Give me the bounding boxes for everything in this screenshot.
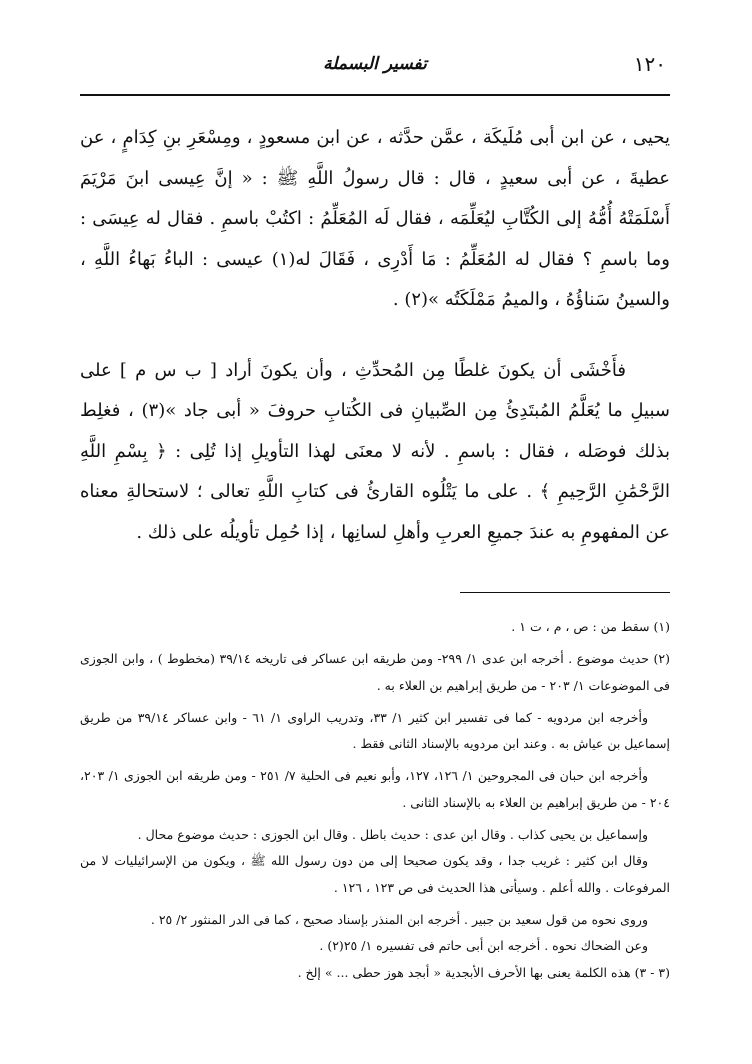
footnote-2-continuation: وروى نحوه من قول سعيد بن جبير . أخرجه ابن المنذر بإسناد صحيح ، كما فى الدر المنثور ٢/ ٢٥ .: [150, 911, 648, 927]
running-title: تفسير البسملة: [323, 54, 427, 74]
footnotes: [80, 614, 670, 986]
footnote-2-continuation: وعن الضحاك نحوه . أخرجه ابن أبى حاتم فى تفسيره ١/ ٢٥(٢) .: [319, 938, 648, 954]
footnote-1: (١) سقط من : ص ، م ، ت ١ .: [511, 619, 670, 634]
header-rule: [80, 94, 670, 96]
footnote-2-continuation: وقال ابن كثير : غريب جدا ، وقد يكون صحيحا إلى من دون رسول الله ﷺ ، ويكون من الإسرائيليات لا من المرفوعات . والله أعلم . وسيأتى هذا الحديث فى ص ١٢٣ ، ١٢٦ .: [80, 853, 670, 895]
main-text: [80, 118, 670, 553]
footnote-2: (٢) حديث موضوع . أخرجه ابن عدى ١/ ٢٩٩- ومن طريقه ابن عساكر فى تاريخه ٣٩/١٤ (مخطوط ) ، وابن الجوزى فى الموضوعات ١/ ٢٠٣ - من طريق إبراهيم بن العلاء به .: [80, 651, 670, 693]
page-header: [84, 52, 666, 86]
paragraph-1: يحيى ، عن ابن أبى مُلَيكَة ، عمَّن حدَّثه ، عن ابن مسعودٍ ، ومِسْعَرِ بنِ كِدَامٍ ، عن عطيةَ ، عن أبى سعيدٍ ، قال : قال رسولُ اللَّهِ ﷺ : « إنَّ عِيسى ابنَ مَرْيَمَ أَسْلَمَتْهُ أُمُّهُ إلى الكُتَّابِ ليُعَلِّمَه ، فقال لَه المُعَلِّمُ : اكتُبْ باسمِ . فقال له عِيسَى : وما باسمِ ؟ فقال له المُعَلِّمُ : مَا أَدْرِى ، فَقَالَ له(١) عيسى : الباءُ بَهاءُ اللَّهِ ، والسينُ سَناؤُهُ ، والميمُ مَمْلَكَتُه »(٢) .: [80, 127, 670, 310]
footnote-separator: [460, 592, 670, 593]
page-number: ١٢٠: [633, 52, 666, 76]
footnote-2-continuation: وأخرجه ابن حبان فى المجروحين ١/ ١٢٦، ١٢٧، وأبو نعيم فى الحلية ٧/ ٢٥١ - ومن طريقه ابن الجوزى ١/ ٢٠٣، ٢٠٤ - من طريق إبراهيم بن العلاء به بالإسناد الثانى .: [80, 768, 670, 810]
footnote-3: (٣ - ٣) هذه الكلمة يعنى بها الأحرف الأبجدية « أبجد هوز حطى ... » إلخ .: [297, 964, 670, 980]
footnote-2-continuation: وإسماعيل بن يحيى كذاب . وقال ابن عدى : حديث باطل . وقال ابن الجوزى : حديث موضوع محال .: [137, 827, 648, 843]
footnote-2-continuation: وأخرجه ابن مردويه - كما فى تفسير ابن كثير ١/ ٣٣، وتدريب الراوى ١/ ٦١ - وابن عساكر ٣٩/١٤ من طريق إسماعيل بن عياش به . وعند ابن مردويه بالإسناد الثانى فقط .: [80, 709, 670, 752]
paragraph-2: فأَخْشَى أن يكونَ غلطًا مِن المُحدِّثِ ، وأن يكونَ أراد [ ب س م ] على سبيلِ ما يُعَلَّمُ المُبتَدِئُ مِن الصِّبيانِ فى الكُتابِ حروفَ « أبى جاد »(٣) ، فغلِط بذلك فوصَله ، فقال : باسمِ . لأنه لا معنَى لهذا التأويلِ إذا تُلِى : ﴿ بِسْمِ اللَّهِ الرَّحْمَٰنِ الرَّحِيمِ ﴾ . على ما يَتْلُوه القارئُ فى كتابِ اللَّهِ تعالى ؛ لاستحالةِ معناه عن المفهومِ به عندَ جميعِ العربِ وأهلِ لسانِها ، إذا حُمِل تأويلُه على ذلك .: [80, 359, 670, 543]
